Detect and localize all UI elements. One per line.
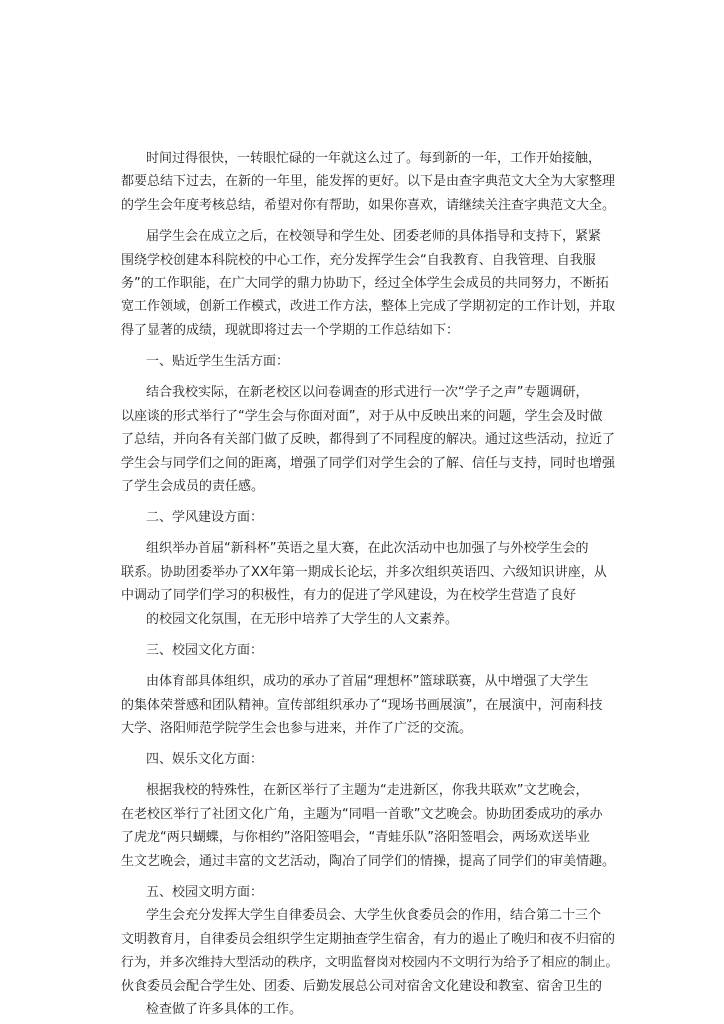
- overview-line-1: 届学生会在成立之后，在校领导和学生处、团委老师的具体指导和支持下，紧紧: [146, 229, 602, 245]
- section-3-line-1: 由体育部具体组织，成功的承办了首届“理想杯”篮球联赛，从中增强了大学生: [146, 674, 589, 690]
- section-5-line-3: 行为，并多次维持大型活动的秩序，文明监督岗对校园内不文明行为给予了相应的制止。: [121, 955, 619, 971]
- overview-line-5: 得了显著的成绩，现就即将过去一个学期的工作总结如下：: [121, 322, 460, 338]
- section-4-line-4: 生文艺晚会，通过丰富的文艺活动，陶冶了同学们的情操，提高了同学们的审美情趣。: [121, 853, 616, 869]
- section-heading-2: 二、学风建设方面：: [146, 510, 264, 526]
- section-3-line-2: 的集体荣誉感和团队精神。宣传部组织承办了“现场书画展演”，在展演中，河南科技: [121, 697, 603, 713]
- section-heading-4: 四、娱乐文化方面：: [146, 752, 264, 768]
- section-2-line-2: 联系。协助团委举办了XX年第一期成长论坛，并多次组织英语四、六级知识讲座，从: [121, 564, 607, 580]
- section-1-line-3: 了总结，并向各有关部门做了反映，都得到了不同程度的解决。通过这些活动，拉近了: [121, 432, 616, 448]
- section-2-line-1: 组织举办首届“新科杯”英语之星大赛，在此次活动中也加强了与外校学生会的: [146, 541, 589, 557]
- section-5-line-5: 检查做了许多具体的工作。: [146, 1002, 303, 1017]
- intro-line-2: 都要总结下过去，在新的一年里，能发挥的更好。以下是由查字典范文大全为大家整理: [121, 174, 616, 190]
- section-1-line-4: 学生会与同学们之间的距离，增强了同学们对学生会的了解、信任与支持，同时也增强: [121, 455, 616, 471]
- section-1-line-2: 以座谈的形式举行了“学生会与你面对面”，对于从中反映出来的问题，学生会及时做: [121, 408, 603, 424]
- section-heading-5: 五、校园文明方面：: [146, 884, 264, 900]
- section-5-line-1: 学生会充分发挥大学生自律委员会、大学生伙食委员会的作用，结合第二十三个: [146, 908, 602, 924]
- section-1-line-1: 结合我校实际，在新老校区以问卷调查的形式进行一次“学子之声”专题调研，: [146, 385, 589, 401]
- intro-line-1: 时间过得很快，一转眼忙碌的一年就这么过了。每到新的一年，工作开始接触，: [146, 151, 602, 166]
- section-4-line-1: 根据我校的特殊性，在新区举行了主题为“走进新区，你我共联欢”文艺晚会，: [146, 783, 589, 799]
- section-5-line-4: 伙食委员会配合学生处、团委、后勤发展总公司对宿舍文化建设和教室、宿舍卫生的: [121, 978, 603, 994]
- overview-line-4: 宽工作领域，创新工作模式，改进工作方法，整体上完成了学期初定的工作计划，并取: [121, 299, 616, 315]
- section-4-line-3: 了虎龙“两只蝴蝶，与你相约”洛阳签唱会，“青蛙乐队”洛阳签唱会，两场欢送毕业: [121, 830, 590, 846]
- section-4-line-2: 在老校区举行了社团文化广角，主题为“同唱一首歌”文艺晚会。协助团委成功的承办: [121, 806, 603, 822]
- section-heading-3: 三、校园文化方面：: [146, 642, 264, 658]
- section-2-line-4: 的校园文化氛围，在无形中培养了大学生的人文素养。: [146, 611, 459, 627]
- section-5-line-2: 文明教育月，自律委员会组织学生定期抽查学生宿舍，有力的遏止了晚归和夜不归宿的: [121, 931, 616, 947]
- overview-line-3: 务”的工作职能，在广大同学的鼎力协助下，经过全体学生会成员的共同努力，不断拓: [121, 275, 609, 291]
- section-1-line-5: 了学生会成员的责任感。: [121, 478, 265, 494]
- section-2-line-3: 中调动了同学们学习的积极性，有力的促进了学风建设，为在校学生营造了良好: [121, 588, 577, 604]
- section-3-line-3: 大学、洛阳师范学院学生会也参与进来，并作了广泛的交流。: [121, 720, 473, 736]
- overview-line-2: 围绕学校创建本科院校的中心工作，充分发挥学生会“自我教育、自我管理、自我服: [121, 252, 596, 268]
- section-heading-1: 一、贴近学生生活方面：: [146, 354, 290, 369]
- intro-line-3: 的学生会年度考核总结，希望对你有帮助，如果你喜欢，请继续关注查字典范文大全。: [121, 197, 616, 213]
